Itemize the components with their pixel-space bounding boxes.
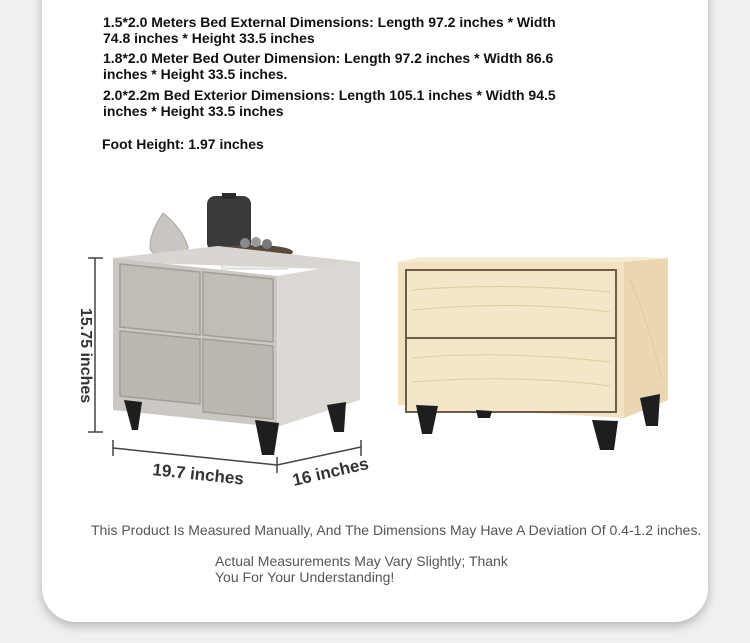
wooden-nightstand bbox=[398, 257, 668, 450]
dim-width-label: 19.7 inches bbox=[151, 460, 245, 489]
spec-line-1: 1.5*2.0 Meters Bed External Dimensions: Length 97.2 inches * Width 74.8 inches * Height 33.5 inches bbox=[103, 14, 556, 46]
upholstered-nightstand bbox=[88, 193, 361, 473]
thanks-note: Actual Measurements May Vary Slightly; Thank You For Your Understanding! bbox=[215, 553, 508, 585]
dim-height-label: 15.75 inches bbox=[77, 308, 94, 404]
spec-line-2: 1.8*2.0 Meter Bed Outer Dimension: Length 97.2 inches * Width 86.6 inches * Height 33.5 inches. bbox=[103, 50, 554, 82]
dim-depth-label: 16 inches bbox=[290, 453, 371, 490]
foot-height: Foot Height: 1.97 inches bbox=[102, 136, 264, 152]
spec-line-3: 2.0*2.2m Bed Exterior Dimensions: Length 105.1 inches * Width 94.5 inches * Height 33.5 inches bbox=[103, 87, 556, 119]
deviation-note: This Product Is Measured Manually, And The Dimensions May Have A Deviation Of 0.4-1.2 inches. bbox=[91, 522, 702, 538]
